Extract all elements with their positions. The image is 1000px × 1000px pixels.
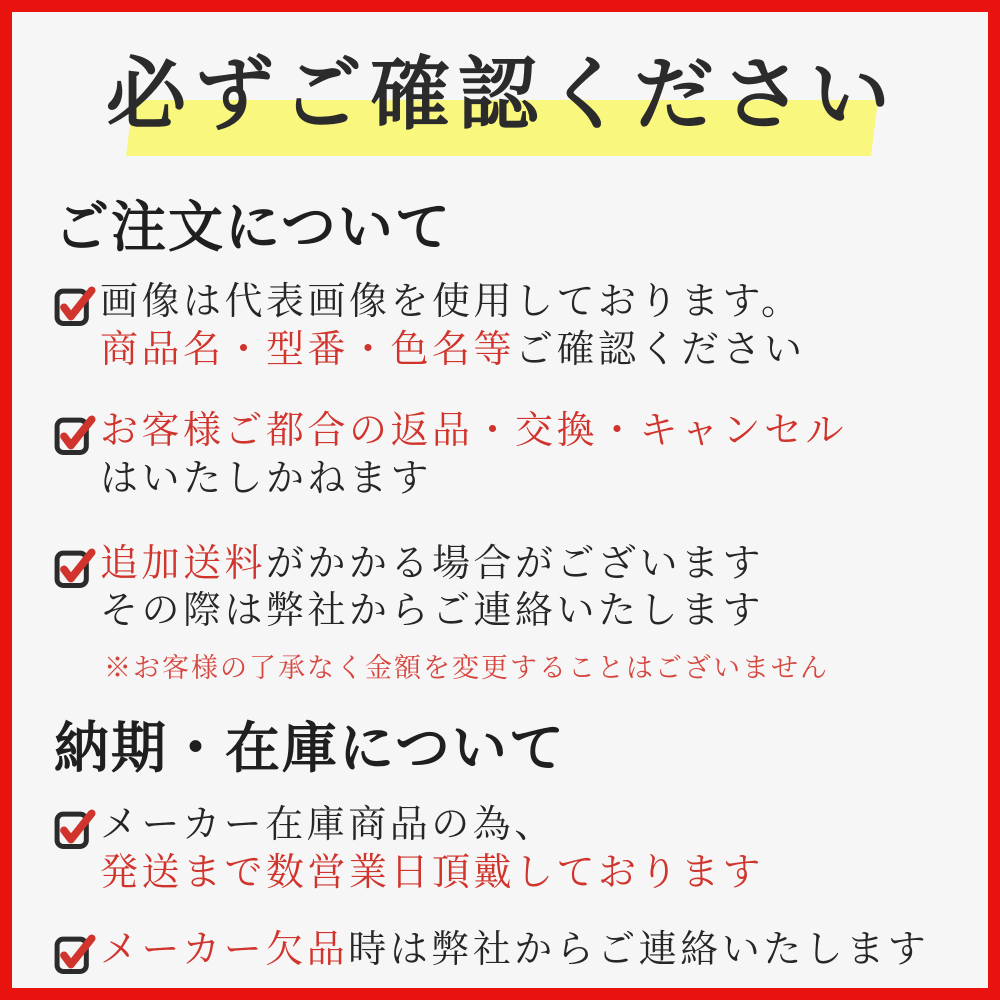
text-segment: がかかる場合がございます xyxy=(266,542,765,585)
checkbox-checked-icon xyxy=(54,279,94,331)
item-text-line xyxy=(100,458,847,501)
checkbox-checked-icon xyxy=(54,408,94,460)
item-text-line xyxy=(100,929,929,972)
text-segment-red: メーカー欠品 xyxy=(100,929,349,971)
section-heading-order: ご注文について xyxy=(54,197,452,258)
list-item xyxy=(54,927,950,979)
text-segment-red: 追加送料 xyxy=(100,542,267,585)
item-text xyxy=(100,802,764,895)
item-text xyxy=(100,279,806,372)
text-segment: ご確認ください xyxy=(515,328,806,371)
item-text-line xyxy=(100,329,806,372)
page-title xyxy=(54,48,950,160)
text-segment: 画像は代表画像を使用しております。 xyxy=(100,280,803,323)
text-segment: その際は弊社からご連絡いたします xyxy=(100,590,765,633)
checkbox-checked-icon xyxy=(54,802,94,854)
item-text-line xyxy=(100,852,764,895)
item-text xyxy=(100,541,829,686)
text-segment: メーカー在庫商品の為、 xyxy=(100,804,556,847)
list-item xyxy=(54,408,950,501)
item-text-line xyxy=(100,281,806,324)
section-heading-delivery: 納期・在庫について xyxy=(54,718,566,780)
list-item xyxy=(54,279,950,372)
item-text-line xyxy=(100,410,847,453)
item-note: ※お客様の了承なく金額を変更することはございません xyxy=(104,653,829,684)
text-segment-red: 商品名・型番・色名等 xyxy=(100,328,516,371)
text-segment: はいたしかねます xyxy=(100,457,433,500)
text-segment: 時は弊社からご連絡いたします xyxy=(348,929,930,971)
list-item xyxy=(54,541,950,686)
item-text xyxy=(100,408,847,501)
page-title-text: 必ずご確認ください xyxy=(106,52,898,140)
checkbox-checked-icon xyxy=(54,927,94,979)
text-segment-red: 発送まで数営業日頂戴しております xyxy=(100,852,765,895)
list-item xyxy=(54,802,950,895)
item-text xyxy=(100,927,929,972)
text-segment-red: お客様ご都合の返品・交換・キャンセル xyxy=(100,409,848,452)
item-text-line xyxy=(100,590,829,633)
item-text-line xyxy=(100,543,829,586)
item-text-line xyxy=(100,804,764,847)
checkbox-checked-icon xyxy=(54,541,94,593)
